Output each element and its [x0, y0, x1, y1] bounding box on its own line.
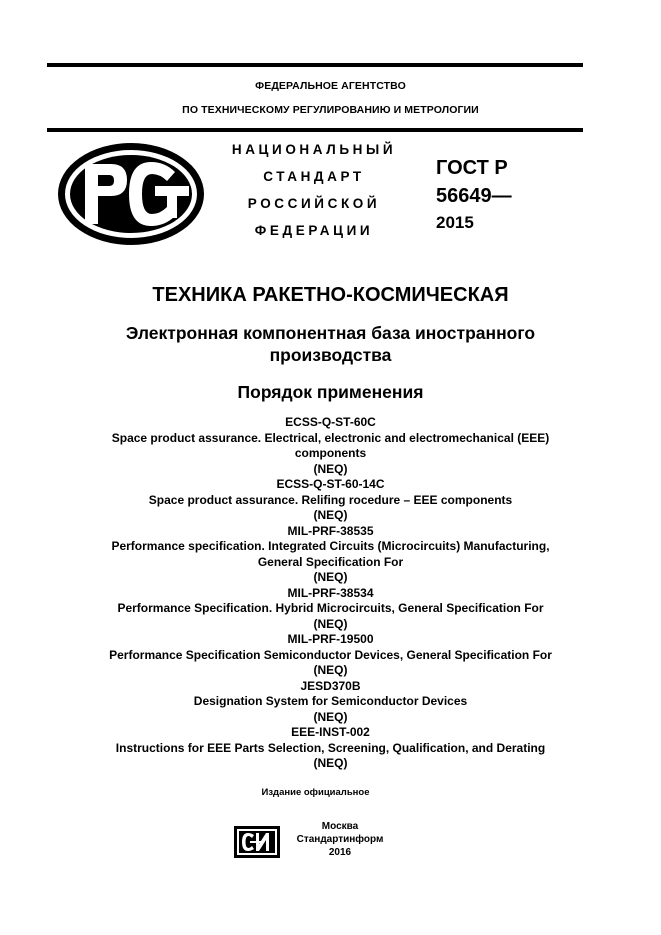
reference-line: JESD370B — [300, 678, 361, 693]
reference-line: Performance specification. Integrated Circuits (Microcircuits) Manufacturing, — [111, 539, 550, 553]
reference-line: (NEQ) — [313, 663, 348, 677]
subtitle-line-2: производства — [269, 345, 392, 365]
agency-line-2: ПО ТЕХНИЧЕСКОМУ РЕГУЛИРОВАНИЮ И МЕТРОЛОГИИ — [182, 104, 479, 116]
document-order-title: Порядок применения — [237, 382, 424, 402]
reference-line: MIL-PRF-38535 — [287, 523, 374, 538]
agency-line-1: ФЕДЕРАЛЬНОЕ АГЕНТСТВО — [255, 80, 406, 92]
reference-line: Instructions for EEE Parts Selection, Screening, Qualification, and Derating — [115, 740, 546, 755]
subtitle-line-1: Электронная компонентная база иностранного — [125, 323, 536, 343]
reference-line: Space product assurance. Electrical, electronic and electromechanical (EEE) — [111, 430, 550, 445]
publisher-name: Стандартинформ — [296, 834, 384, 845]
standard-type-line-1: НАЦИОНАЛЬНЫЙ — [231, 142, 397, 157]
publication-year: 2016 — [328, 847, 352, 858]
document-subtitle — [0, 322, 661, 366]
publisher-block — [280, 820, 400, 859]
reference-line: (NEQ) — [313, 461, 348, 476]
reference-line: ECSS-Q-ST-60C — [285, 415, 376, 429]
middle-rule — [47, 128, 583, 132]
standard-type-line-4: ФЕДЕРАЦИИ — [254, 223, 374, 238]
designation-line-1: ГОСТ Р — [436, 157, 508, 179]
publisher-city: Москва — [321, 821, 359, 832]
designation-year: 2015 — [436, 213, 474, 232]
standard-type-line-3: РОССИЙСКОЙ — [247, 196, 381, 211]
standartinform-logo-icon — [234, 826, 280, 858]
reference-line: Space product assurance. Relifing rocedure – EEE components — [148, 492, 513, 507]
reference-line: Performance Specification Semiconductor Devices, General Specification For — [109, 647, 552, 662]
designation-line-2: 56649— — [436, 185, 512, 207]
reference-line: General Specification For — [257, 554, 404, 569]
reference-line: (NEQ) — [313, 570, 348, 584]
document-title: ТЕХНИКА РАКЕТНО-КОСМИЧЕСКАЯ — [152, 284, 509, 306]
reference-line: MIL-PRF-19500 — [287, 632, 374, 646]
standard-type-line-2: СТАНДАРТ — [263, 169, 365, 184]
reference-line: (NEQ) — [313, 508, 348, 522]
reference-line: MIL-PRF-38534 — [287, 585, 374, 600]
edition-note: Издание официальное — [261, 787, 370, 798]
reference-line: (NEQ) — [313, 756, 348, 770]
reference-line: ECSS-Q-ST-60-14C — [276, 477, 385, 491]
reference-line: (NEQ) — [313, 616, 348, 631]
gost-r-emblem-icon — [55, 140, 207, 248]
reference-line: EEE-INST-002 — [291, 725, 370, 739]
reference-line: components — [294, 446, 367, 460]
reference-line: (NEQ) — [313, 709, 348, 724]
reference-line: Performance Specification. Hybrid Microcircuits, General Specification For — [117, 601, 544, 615]
references-list — [40, 415, 621, 772]
reference-line: Designation System for Semiconductor Devices — [193, 694, 468, 708]
top-rule — [47, 63, 583, 67]
